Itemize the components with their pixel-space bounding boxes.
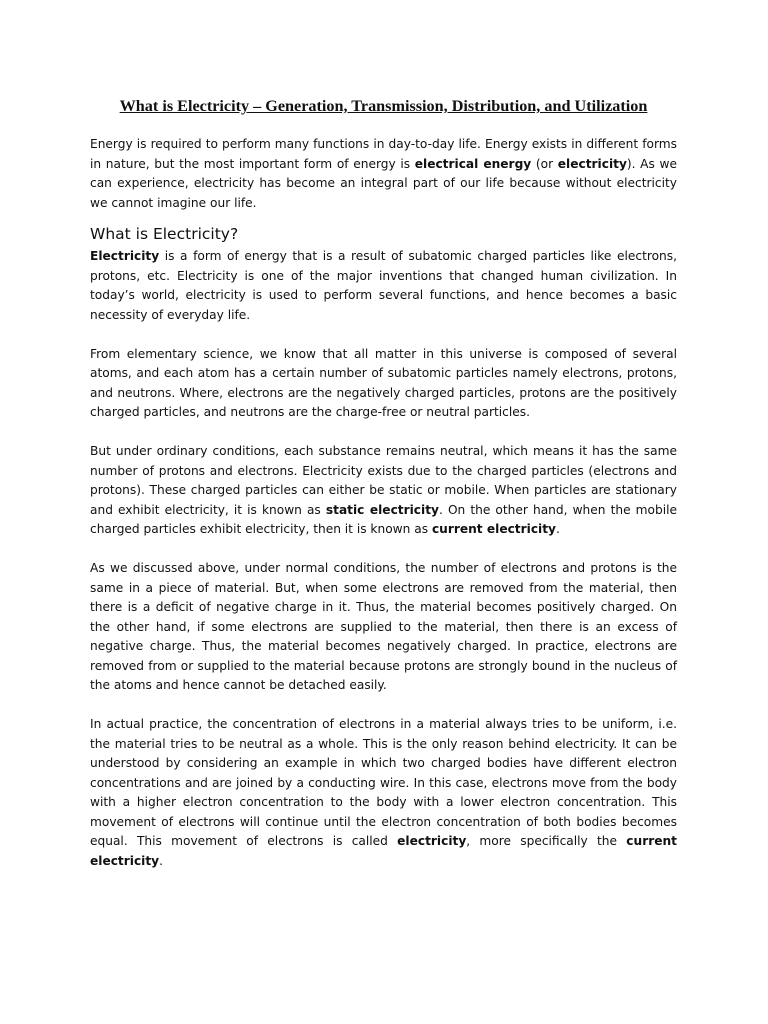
paragraph-3 [90,442,677,540]
intro-bold-2: electricity [557,156,627,171]
p3-text-2: . On the other hand, when the mobile charged particles exhibit electricity, then it is known as [90,502,677,536]
intro-bold-1: electrical energy [414,156,532,171]
p1-bold-1: Electricity [90,249,160,263]
section-heading: What is Electricity? [90,225,239,243]
intro-text-1: Energy is required to perform many functions in day-to-day life. Energy exists in different forms in nature, but the most important form of energy is [90,137,677,171]
intro-paragraph [90,135,677,213]
p3-text-1: But under ordinary conditions, each substance remains neutral, which means it has the same number of protons and electrons. Electricity exists due to the charged particles (electrons and protons). These charged particles can either be static or mobile. When particles are stationary and exhibit electricity, it is known as [90,444,677,517]
paragraph-5 [90,715,677,871]
p5-text-3: . [159,853,163,868]
p1-text-1: is a form of energy that is a result of subatomic charged particles like electrons, protons, etc. Electricity is one of the major inventions that changed human civilization. In today’s world, electricity is used to perform several functions, and hence becomes a basic necessity of everyday life. [90,249,677,322]
document-page [90,96,677,871]
intro-text-2: (or [531,156,558,171]
p5-bold-2: current electricity [90,834,677,868]
p5-text-2: , more specifically the [466,834,627,848]
paragraph-2: From elementary science, we know that all matter in this universe is composed of several atoms, and each atom has a certain number of subatomic particles namely electrons, protons, and neutrons. Where, electrons are the negatively charged particles, protons are the positively charged particles, and neutrons are the charge-free or neutral particles. [90,346,677,419]
paragraph-1 [90,247,677,325]
p3-bold-1: static electricity [325,502,439,517]
p3-bold-2: current electricity [431,522,556,536]
paragraph-4: As we discussed above, under normal conditions, the number of electrons and protons is the same in a piece of material. But, when some electrons are removed from the material, then there is a deficit of negative charge in it. Thus, the material becomes positively charged. On the other hand, if some electrons are supplied to the material, then there is an excess of negative charge. Thus, the material becomes negatively charged. In practice, electrons are removed from or supplied to the material because protons are strongly bound in the nucleus of the atoms and hence cannot be detached easily. [90,561,677,692]
intro-text-3: ). As we can experience, electricity has become an integral part of our life because without electricity we cannot imagine our life. [90,156,677,210]
p5-text-1: In actual practice, the concentration of electrons in a material always tries to be uniform, i.e. the material tries to be neutral as a whole. This is the only reason behind electricity. It can be understood by considering an example in which two charged bodies have different electron concentrations and are joined by a conducting wire. In this case, electrons move from the body with a higher electron concentration to the body with a lower electron concentration. This movement of electrons will continue until the electron concentration of both bodies becomes equal. This movement of electrons is called [90,717,677,848]
document-title: What is Electricity – Generation, Transmission, Distribution, and Utilization [119,97,648,115]
p5-bold-1: electricity [397,834,467,848]
p3-text-3: . [556,522,560,536]
